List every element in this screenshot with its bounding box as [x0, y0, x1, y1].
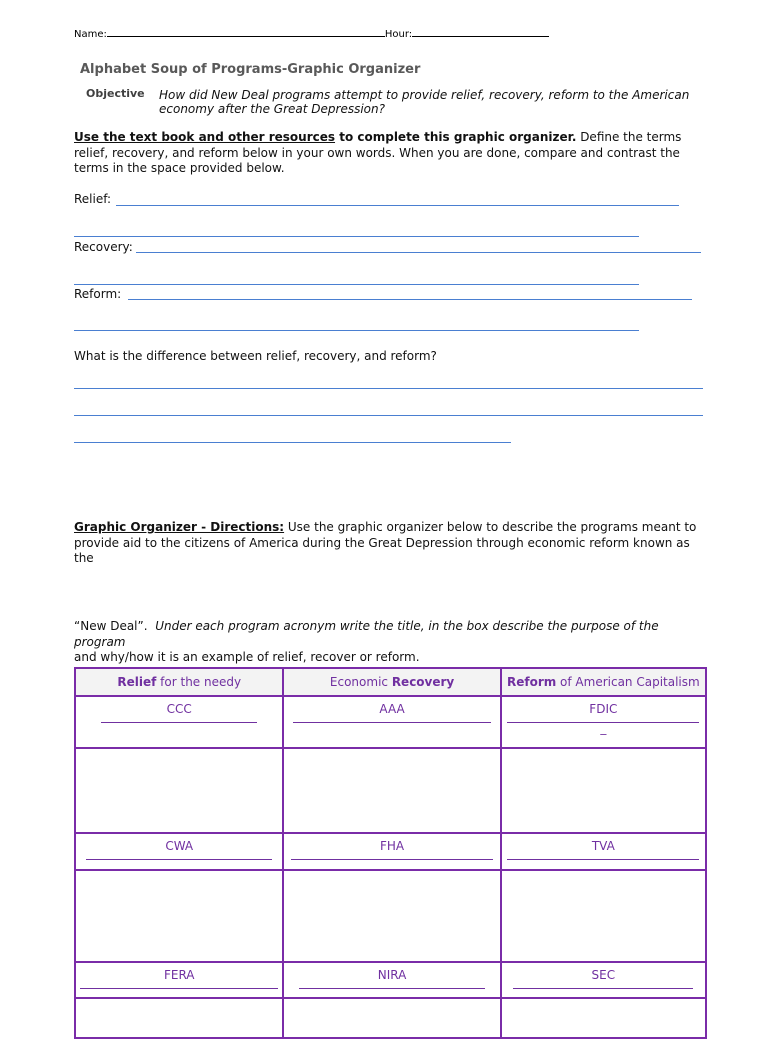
header-relief: Relief for the needy — [75, 668, 283, 696]
description-box-ccc[interactable] — [75, 748, 283, 833]
relief-line-1[interactable] — [116, 205, 679, 206]
description-box-fdic[interactable] — [501, 748, 706, 833]
name-hour-line — [74, 26, 549, 40]
recovery-line-2[interactable] — [74, 284, 639, 285]
acronym-tva[interactable]: TVA — [501, 833, 706, 870]
name-field[interactable] — [107, 26, 385, 37]
objective-text: How did New Deal programs attempt to provide relief, recovery, reform to the American economy after the Great Depression? — [159, 88, 690, 116]
table-row — [75, 870, 706, 962]
acronym-ccc[interactable]: CCC — [75, 696, 283, 748]
instructions-lead: Use the text book and other resources — [74, 130, 336, 144]
directions-italic: Under each program acronym write the title, in the box describe the purpose of the program — [74, 619, 659, 649]
relief-label: Relief: — [74, 192, 112, 206]
answer-line-3[interactable] — [74, 442, 511, 443]
description-box-tva[interactable] — [501, 870, 706, 962]
description-box-nira[interactable] — [283, 998, 500, 1038]
directions-heading: Graphic Organizer - Directions: — [74, 520, 285, 534]
description-box-aaa[interactable] — [283, 748, 500, 833]
instructions-rest: Define the terms relief, recovery, and reform below in your own words. When you are done, compare and contrast the terms in the space provided below. — [74, 130, 682, 175]
description-box-sec[interactable] — [501, 998, 706, 1038]
description-box-fha[interactable] — [283, 870, 500, 962]
reform-line-1[interactable] — [128, 299, 692, 300]
reform-label: Reform: — [74, 287, 122, 301]
header-reform: Reform of American Capitalism — [501, 668, 706, 696]
table-header-row — [75, 668, 706, 696]
directions-end: and why/how it is an example of relief, recover or reform. — [74, 650, 420, 664]
instructions-bold: to complete this graphic organizer. — [335, 130, 577, 144]
difference-question: What is the difference between relief, recovery, and reform? — [74, 349, 437, 363]
table-row — [75, 748, 706, 833]
directions-text: Use the graphic organizer below to describe the programs meant to provide aid to the citizens of America during the Great Depression through economic reform known as the — [74, 520, 697, 565]
answer-line-1[interactable] — [74, 388, 703, 389]
recovery-line-1[interactable] — [136, 252, 701, 253]
directions-paragraph — [74, 520, 706, 567]
answer-line-2[interactable] — [74, 415, 703, 416]
fdic-dash: _ — [600, 721, 607, 735]
table-row — [75, 962, 706, 998]
table-row — [75, 696, 706, 748]
graphic-organizer-table — [74, 667, 707, 1039]
header-recovery: Economic Recovery — [283, 668, 500, 696]
name-label: Name: — [74, 29, 107, 40]
new-deal-quote: “New Deal”. — [74, 619, 148, 633]
objective-label: Objective — [86, 87, 145, 100]
description-box-fera[interactable] — [75, 998, 283, 1038]
acronym-fdic[interactable]: FDIC _ — [501, 696, 706, 748]
acronym-fha[interactable]: FHA — [283, 833, 500, 870]
hour-label: Hour: — [384, 29, 413, 40]
acronym-cwa[interactable]: CWA — [75, 833, 283, 870]
acronym-nira[interactable]: NIRA — [283, 962, 500, 998]
hour-field[interactable] — [412, 26, 549, 37]
recovery-label: Recovery: — [74, 240, 133, 254]
directions-continued — [74, 619, 706, 666]
page-title: Alphabet Soup of Programs-Graphic Organizer — [80, 62, 421, 77]
acronym-fera[interactable]: FERA — [75, 962, 283, 998]
table-row — [75, 833, 706, 870]
description-box-cwa[interactable] — [75, 870, 283, 962]
acronym-aaa[interactable]: AAA — [283, 696, 500, 748]
table-row — [75, 998, 706, 1038]
acronym-sec[interactable]: SEC — [501, 962, 706, 998]
instructions-paragraph — [74, 130, 706, 177]
relief-line-2[interactable] — [74, 236, 639, 237]
reform-line-2[interactable] — [74, 330, 639, 331]
